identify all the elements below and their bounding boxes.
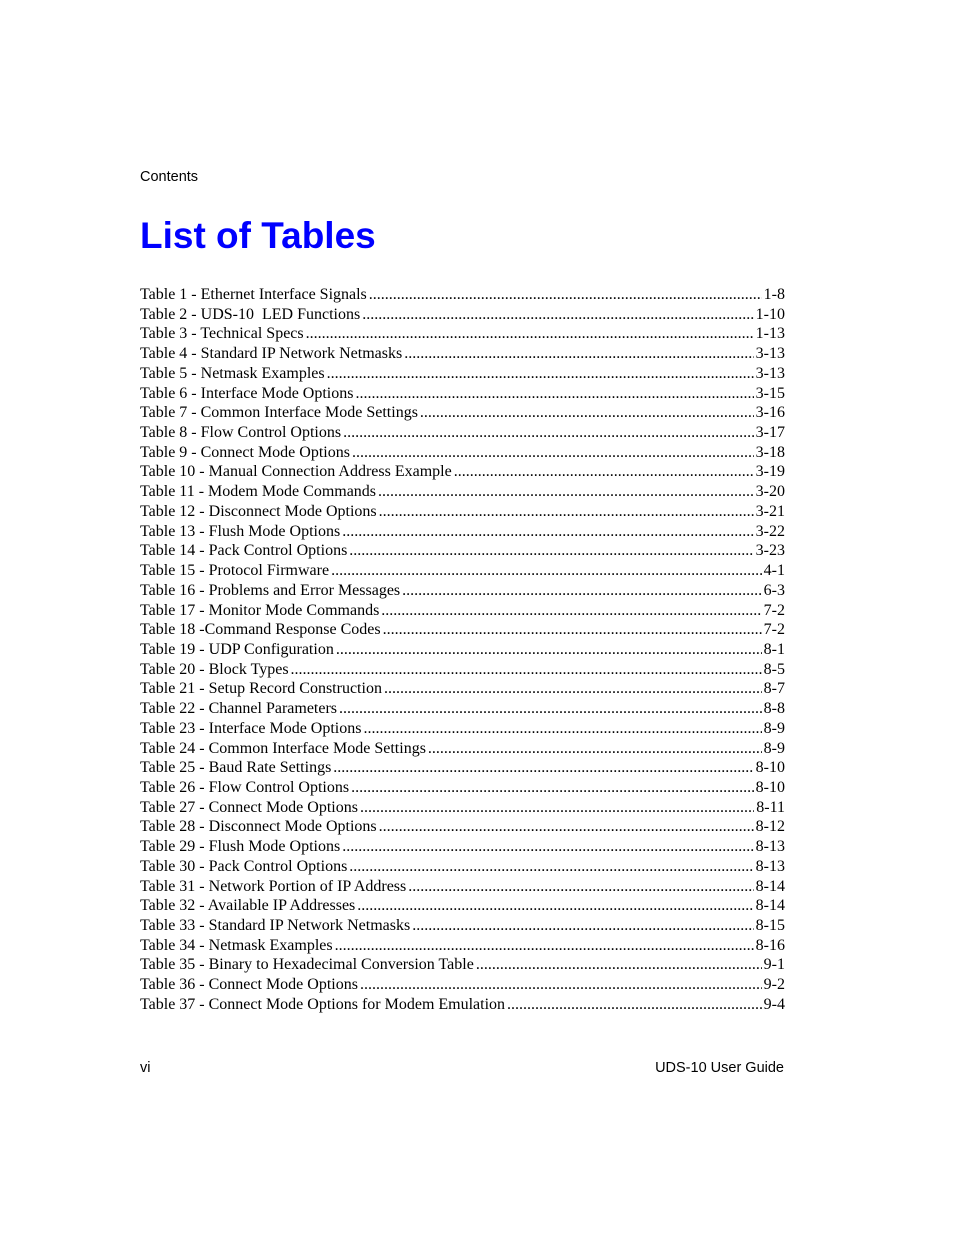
toc-entry-page: 8-5: [763, 660, 785, 678]
toc-entry-title: Table 29 - Flush Mode Options: [140, 838, 341, 856]
toc-dot-leader: [383, 620, 762, 640]
toc-entry-title: Table 9 - Connect Mode Options: [140, 443, 350, 461]
toc-entry[interactable]: [140, 502, 785, 522]
toc-dot-leader: [404, 344, 753, 364]
toc-dot-leader: [355, 384, 753, 404]
toc-entry[interactable]: [140, 541, 785, 561]
toc-entry-title: Table 34 - Netmask Examples: [140, 936, 333, 954]
toc-dot-leader: [379, 817, 754, 837]
toc-entry[interactable]: [140, 324, 785, 344]
toc-dot-leader: [352, 443, 754, 463]
toc-entry[interactable]: [140, 522, 785, 542]
toc-dot-leader: [342, 522, 753, 542]
toc-entry-title: Table 3 - Technical Specs: [140, 325, 304, 343]
toc-entry[interactable]: [140, 679, 785, 699]
toc-entry-page: 8-7: [763, 680, 785, 698]
toc-entry-title: Table 2 - UDS-10 LED Functions: [140, 305, 361, 323]
toc-entry[interactable]: [140, 423, 785, 443]
toc-dot-leader: [408, 877, 753, 897]
toc-entry[interactable]: [140, 660, 785, 680]
toc-entry[interactable]: [140, 778, 785, 798]
toc-entry-title: Table 22 - Channel Parameters: [140, 700, 338, 718]
toc-entry-title: Table 37 - Connect Mode Options for Modem Emulation: [140, 995, 506, 1013]
toc-entry-page: 8-13: [755, 838, 785, 856]
toc-entry-page: 8-11: [756, 798, 785, 816]
toc-entry[interactable]: [140, 285, 785, 305]
toc-entry-title: Table 25 - Baud Rate Settings: [140, 759, 332, 777]
toc-entry-page: 8-13: [755, 857, 785, 875]
toc-entry-page: 3-16: [755, 404, 785, 422]
toc-dot-leader: [507, 995, 762, 1015]
toc-entry-title: Table 7 - Common Interface Mode Settings: [140, 404, 418, 422]
toc-entry-title: Table 12 - Disconnect Mode Options: [140, 502, 377, 520]
toc-entry[interactable]: [140, 975, 785, 995]
toc-entry-page: 8-10: [755, 778, 785, 796]
toc-entry-page: 8-9: [763, 739, 785, 757]
toc-dot-leader: [343, 423, 754, 443]
toc-entry-page: 1-13: [755, 325, 785, 343]
toc-entry-page: 1-8: [763, 286, 785, 303]
toc-entry-title: Table 16 - Problems and Error Messages: [140, 581, 401, 599]
toc-entry-page: 7-2: [763, 621, 785, 639]
toc-entry[interactable]: [140, 601, 785, 621]
toc-entry[interactable]: [140, 462, 785, 482]
toc-entry-title: Table 27 - Connect Mode Options: [140, 798, 358, 816]
toc-entry-title: Table 31 - Network Portion of IP Address: [140, 877, 407, 895]
toc-dot-leader: [349, 541, 753, 561]
toc-entry[interactable]: [140, 305, 785, 325]
toc-dot-leader: [378, 482, 754, 502]
toc-entry-page: 8-1: [763, 640, 785, 658]
toc-entry-page: 8-8: [763, 700, 785, 718]
toc-entry-title: Table 17 - Monitor Mode Commands: [140, 601, 380, 619]
toc-entry-page: 7-2: [763, 601, 785, 619]
toc-entry-title: Table 26 - Flow Control Options: [140, 778, 350, 796]
toc-dot-leader: [360, 975, 762, 995]
toc-dot-leader: [360, 798, 754, 818]
toc-entry[interactable]: [140, 403, 785, 423]
toc-entry[interactable]: [140, 857, 785, 877]
toc-entry[interactable]: [140, 581, 785, 601]
running-header: Contents: [140, 169, 199, 185]
toc-entry[interactable]: [140, 817, 785, 837]
toc-entry[interactable]: [140, 739, 785, 759]
toc-entry-title: Table 10 - Manual Connection Address Example: [140, 463, 452, 481]
toc-dot-leader: [420, 403, 754, 423]
toc-dot-leader: [342, 837, 753, 857]
toc-dot-leader: [333, 758, 753, 778]
toc-dot-leader: [349, 857, 753, 877]
toc-dot-leader: [412, 916, 753, 936]
toc-entry-title: Table 15 - Protocol Firmware: [140, 562, 330, 580]
toc-entry[interactable]: [140, 640, 785, 660]
toc-entry-page: 3-23: [755, 542, 785, 560]
toc-entry[interactable]: [140, 364, 785, 384]
toc-dot-leader: [331, 561, 762, 581]
toc-entry-page: 3-18: [755, 443, 785, 461]
toc-entry-page: 8-9: [763, 719, 785, 737]
toc-entry-title: Table 13 - Flush Mode Options: [140, 522, 341, 540]
toc-dot-leader: [351, 778, 754, 798]
toc-entry-page: 9-2: [763, 976, 785, 994]
toc-entry-page: 3-13: [755, 364, 785, 382]
toc-entry-page: 3-19: [755, 463, 785, 481]
toc-dot-leader: [384, 679, 762, 699]
toc-entry-title: Table 36 - Connect Mode Options: [140, 976, 358, 994]
toc-entry-page: 8-16: [755, 936, 785, 954]
toc-entry[interactable]: [140, 995, 785, 1015]
toc-entry-title: Table 33 - Standard IP Network Netmasks: [140, 917, 411, 934]
toc-entry-page: 3-15: [755, 384, 785, 402]
toc-dot-leader: [327, 364, 754, 384]
toc-dot-leader: [336, 640, 762, 660]
page-title: List of Tables: [140, 215, 376, 256]
toc-entry-page: 8-15: [755, 917, 785, 934]
toc-entry-page: 9-1: [763, 956, 785, 974]
toc-entry-page: 3-20: [755, 483, 785, 501]
toc-entry-page: 3-13: [755, 345, 785, 363]
toc-dot-leader: [339, 699, 762, 719]
toc-dot-leader: [369, 285, 762, 305]
toc-entry[interactable]: [140, 955, 785, 975]
toc-entry[interactable]: [140, 561, 785, 581]
toc-entry[interactable]: [140, 719, 785, 739]
toc-entry-title: Table 20 - Block Types: [140, 660, 289, 678]
toc-dot-leader: [362, 305, 753, 325]
toc-entry-title: Table 30 - Pack Control Options: [140, 857, 348, 875]
toc-entry-page: 3-21: [755, 502, 785, 520]
toc-dot-leader: [363, 719, 761, 739]
toc-entry-page: 8-14: [755, 877, 785, 895]
toc-entry-title: Table 24 - Common Interface Mode Settings: [140, 739, 426, 757]
toc-entry-title: Table 19 - UDP Configuration: [140, 640, 334, 658]
toc-entry-page: 1-10: [755, 305, 785, 323]
toc-entry[interactable]: [140, 916, 785, 936]
toc-dot-leader: [402, 581, 762, 601]
toc-entry-page: 4-1: [763, 562, 785, 580]
toc-dot-leader: [476, 955, 762, 975]
toc-entry-page: 9-4: [763, 995, 785, 1013]
footer-page-number: vi: [140, 1060, 151, 1076]
toc-entry[interactable]: [140, 482, 785, 502]
toc-dot-leader: [335, 936, 754, 956]
toc-entry-title: Table 23 - Interface Mode Options: [140, 719, 362, 737]
toc-entry[interactable]: [140, 798, 785, 818]
toc-dot-leader: [306, 324, 754, 344]
toc-entry-title: Table 4 - Standard IP Network Netmasks: [140, 345, 403, 363]
toc-entry[interactable]: [140, 758, 785, 778]
toc-entry-page: 3-17: [755, 424, 785, 442]
toc-entry[interactable]: [140, 384, 785, 404]
toc-dot-leader: [454, 462, 754, 482]
toc-entry[interactable]: [140, 877, 785, 897]
toc-entry-title: Table 32 - Available IP Addresses: [140, 897, 356, 915]
toc-entry-title: Table 8 - Flow Control Options: [140, 424, 342, 442]
toc-entry-page: 3-22: [755, 522, 785, 540]
toc-entry[interactable]: [140, 620, 785, 640]
toc-entry-title: Table 21 - Setup Record Construction: [140, 680, 382, 698]
toc-entry[interactable]: [140, 344, 785, 364]
toc-entry[interactable]: [140, 936, 785, 956]
toc-entry-page: 8-10: [755, 759, 785, 777]
toc-dot-leader: [291, 660, 762, 680]
toc-entry-page: 6-3: [763, 581, 785, 599]
toc-entry[interactable]: [140, 443, 785, 463]
toc-entry-title: Table 5 - Netmask Examples: [140, 364, 325, 382]
toc-dot-leader: [357, 896, 753, 916]
toc-entry-title: Table 35 - Binary to Hexadecimal Conversion Table: [140, 956, 474, 974]
toc-entry-page: 8-12: [755, 818, 785, 836]
footer-document-name: UDS-10 User Guide: [655, 1060, 784, 1076]
toc-entry-title: Table 11 - Modem Mode Commands: [140, 483, 377, 501]
toc-entry[interactable]: [140, 837, 785, 857]
list-of-tables: [140, 285, 785, 1015]
toc-dot-leader: [381, 601, 761, 621]
toc-dot-leader: [379, 502, 754, 522]
toc-entry[interactable]: [140, 896, 785, 916]
toc-entry-title: Table 18 -Command Response Codes: [140, 621, 381, 639]
toc-entry[interactable]: [140, 699, 785, 719]
toc-entry-title: Table 6 - Interface Mode Options: [140, 384, 354, 402]
toc-entry-title: Table 28 - Disconnect Mode Options: [140, 818, 377, 836]
toc-entry-title: Table 14 - Pack Control Options: [140, 542, 348, 560]
toc-entry-title: Table 1 - Ethernet Interface Signals: [140, 286, 367, 303]
toc-entry-page: 8-14: [755, 897, 785, 915]
toc-dot-leader: [428, 739, 762, 759]
